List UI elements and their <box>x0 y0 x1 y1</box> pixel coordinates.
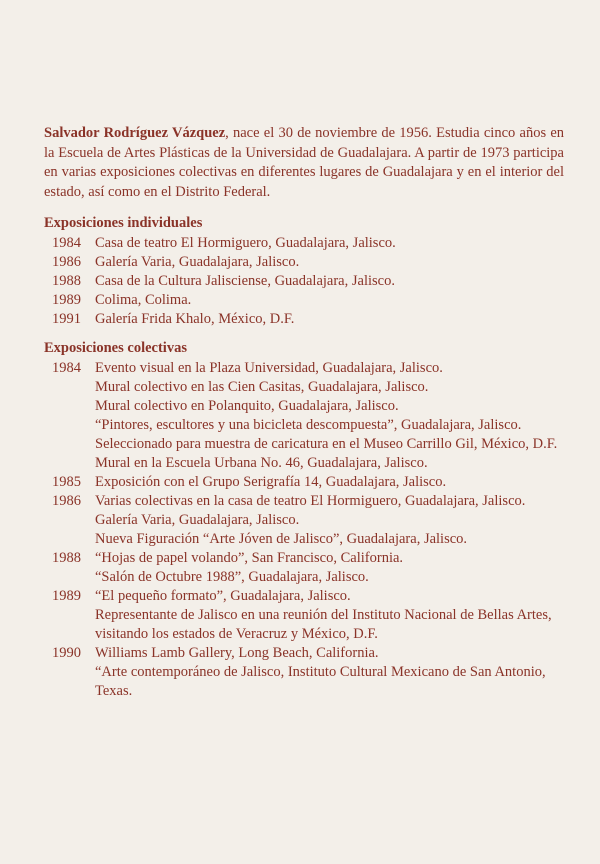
exhibition-year: 1985 <box>52 474 81 490</box>
exhibition-item: Williams Lamb Gallery, Long Beach, California. <box>95 645 379 661</box>
exhibition-year: 1986 <box>52 493 81 509</box>
exhibition-year: 1991 <box>52 311 81 327</box>
exhibition-item: “Arte contemporáneo de Jalisco, Instituto Cultural Mexicano de San Antonio, Texas. <box>95 664 546 699</box>
group-exhibitions-list <box>44 359 564 701</box>
exhibition-items <box>95 359 564 473</box>
group-exhibitions-section <box>44 339 564 701</box>
exhibition-item: “Salón de Octubre 1988”, Guadalajara, Jalisco. <box>95 569 369 585</box>
exhibition-year-row <box>44 587 564 644</box>
exhibition-items <box>95 310 564 329</box>
exhibition-item: Colima, Colima. <box>95 292 192 308</box>
artist-name: Salvador Rodríguez Vázquez <box>44 125 226 141</box>
individual-exhibitions-heading: Exposiciones individuales <box>44 215 203 231</box>
exhibition-year-row <box>44 644 564 701</box>
exhibition-item: Galería Frida Khalo, México, D.F. <box>95 311 295 327</box>
exhibition-year-row <box>44 310 564 329</box>
exhibition-item: “Hojas de papel volando”, San Francisco, California. <box>95 550 404 566</box>
exhibition-items <box>95 253 564 272</box>
individual-exhibitions-list <box>44 234 564 329</box>
exhibition-items <box>95 291 564 310</box>
exhibition-item: Galería Varia, Guadalajara, Jalisco. <box>95 512 300 528</box>
exhibition-item: Mural colectivo en las Cien Casitas, Guadalajara, Jalisco. <box>95 379 429 395</box>
exhibition-year: 1989 <box>52 588 81 604</box>
exhibition-year-row <box>44 291 564 310</box>
exhibition-year-row <box>44 253 564 272</box>
exhibition-year: 1988 <box>52 550 81 566</box>
exhibition-items <box>95 644 564 701</box>
exhibition-year: 1984 <box>52 235 81 251</box>
exhibition-item: Nueva Figuración “Arte Jóven de Jalisco”, Guadalajara, Jalisco. <box>95 531 468 547</box>
exhibition-item: Mural colectivo en Polanquito, Guadalajara, Jalisco. <box>95 398 399 414</box>
exhibition-item: Casa de la Cultura Jalisciense, Guadalajara, Jalisco. <box>95 273 395 289</box>
exhibition-items <box>95 234 564 253</box>
exhibition-item: “Pintores, escultores y una bicicleta descompuesta”, Guadalajara, Jalisco. <box>95 417 522 433</box>
exhibition-year-row <box>44 549 564 587</box>
exhibition-year-row <box>44 234 564 253</box>
exhibition-year: 1984 <box>52 360 81 376</box>
exhibition-year: 1989 <box>52 292 81 308</box>
exhibition-year: 1990 <box>52 645 81 661</box>
exhibition-year-row <box>44 492 564 549</box>
biography-text: , nace el 30 de noviembre de 1956. Estudia cinco años en la Escuela de Artes Plásticas de la Universidad de Guadalajara. A partir de 1973 participa en varias exposiciones colectivas en diferentes lugares de Guadalajara y en el interior del estado, así como en el Distrito Federal. <box>44 125 565 200</box>
exhibition-items <box>95 549 564 587</box>
exhibition-item: Casa de teatro El Hormiguero, Guadalajara, Jalisco. <box>95 235 396 251</box>
group-exhibitions-heading: Exposiciones colectivas <box>44 340 187 356</box>
exhibition-items <box>95 587 564 644</box>
exhibition-year-row <box>44 473 564 492</box>
exhibition-item: Exposición con el Grupo Serigrafía 14, Guadalajara, Jalisco. <box>95 474 447 490</box>
exhibition-item: Varias colectivas en la casa de teatro El Hormiguero, Guadalajara, Jalisco. <box>95 493 526 509</box>
exhibition-item: Seleccionado para muestra de caricatura en el Museo Carrillo Gil, México, D.F. <box>95 436 558 452</box>
biography-paragraph <box>44 124 564 202</box>
exhibition-item: Mural en la Escuela Urbana No. 46, Guadalajara, Jalisco. <box>95 455 428 471</box>
exhibition-item: Evento visual en la Plaza Universidad, Guadalajara, Jalisco. <box>95 360 443 376</box>
exhibition-year-row <box>44 272 564 291</box>
exhibition-items <box>95 272 564 291</box>
individual-exhibitions-section <box>44 214 564 329</box>
exhibition-item: Galería Varia, Guadalajara, Jalisco. <box>95 254 300 270</box>
exhibition-items <box>95 492 564 549</box>
exhibition-year-row <box>44 359 564 473</box>
exhibition-items <box>95 473 564 492</box>
exhibition-item: “El pequeño formato”, Guadalajara, Jalisco. <box>95 588 351 604</box>
exhibition-year: 1988 <box>52 273 81 289</box>
exhibition-year: 1986 <box>52 254 81 270</box>
exhibition-item: Representante de Jalisco en una reunión del Instituto Nacional de Bellas Artes, visitando los estados de Veracruz y México, D.F. <box>95 607 552 642</box>
